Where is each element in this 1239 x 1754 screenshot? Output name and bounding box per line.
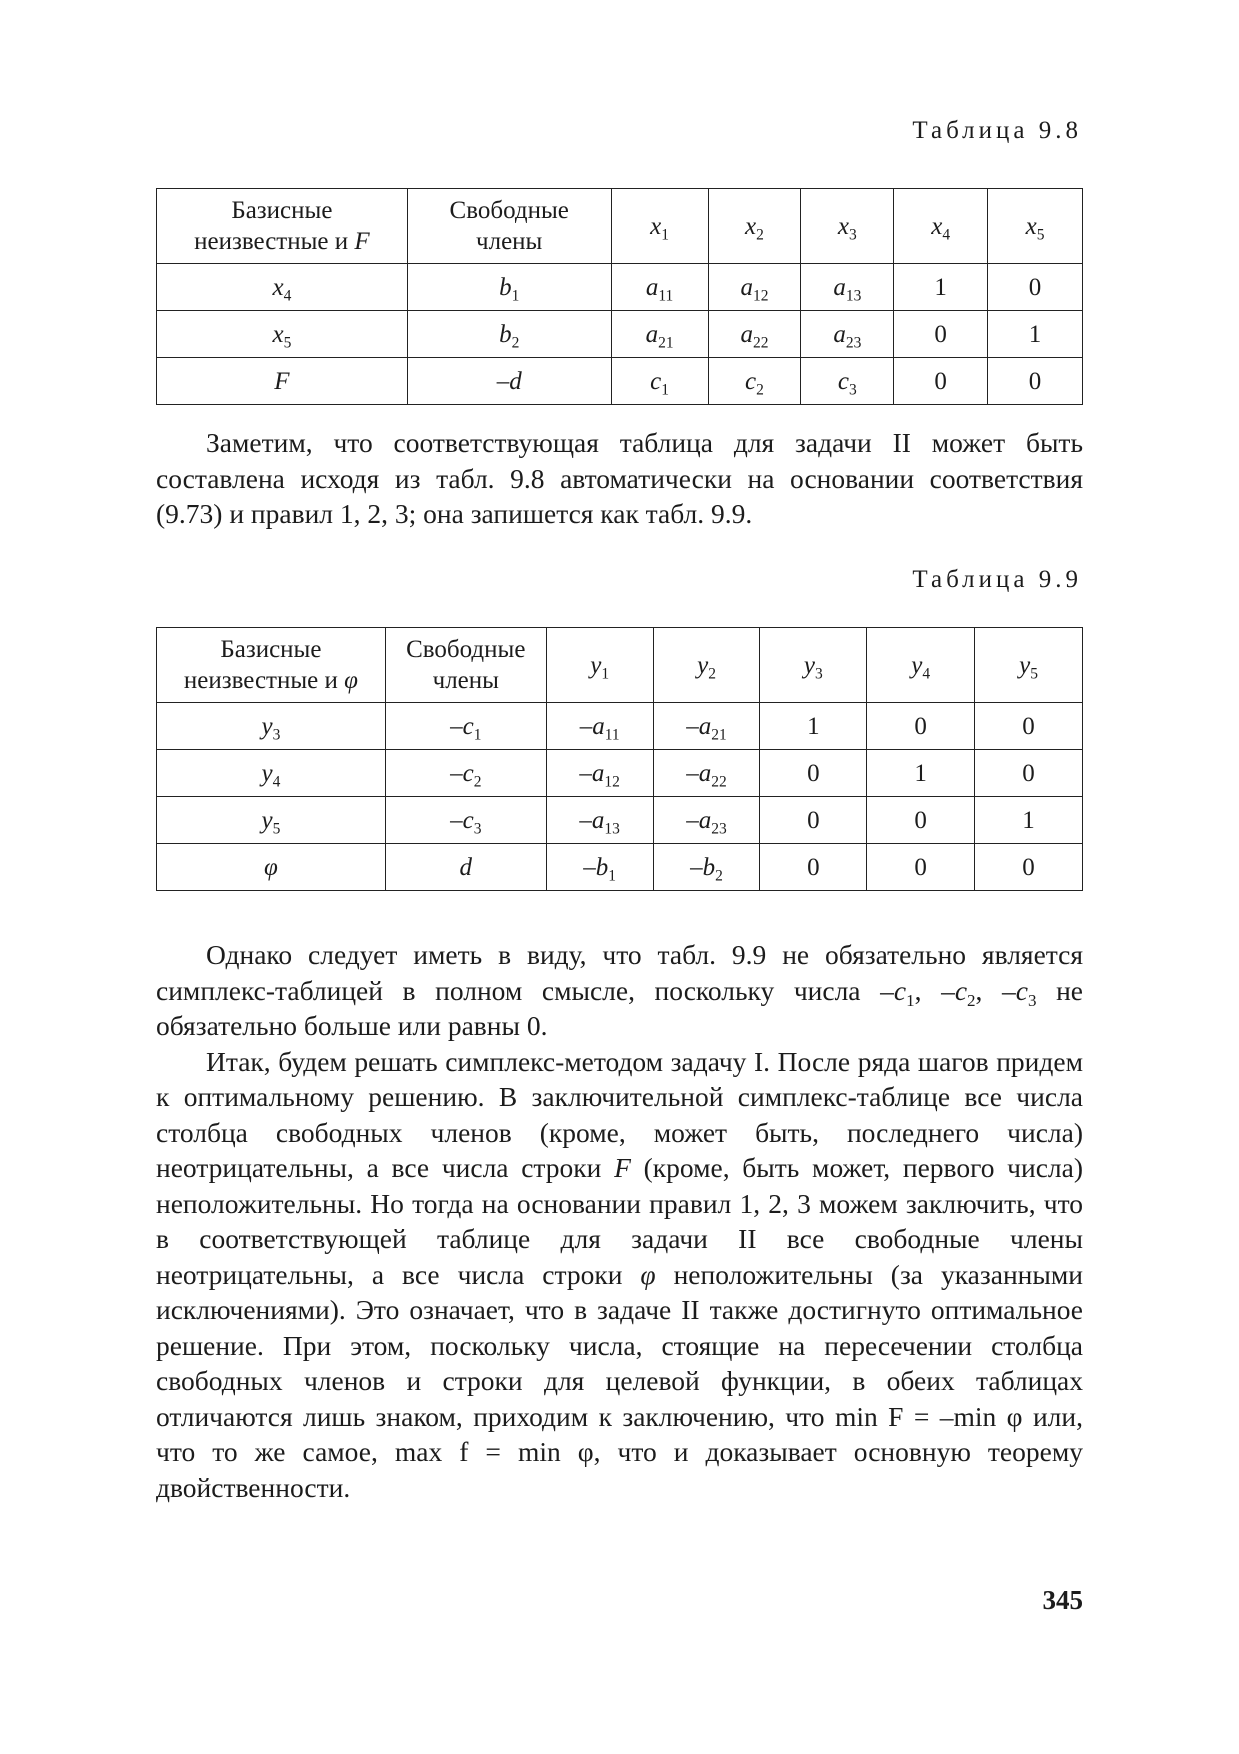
cell-coefficient: 0 — [867, 703, 975, 750]
cell-coefficient: 0 — [975, 844, 1083, 891]
cell-coefficient: 0 — [760, 750, 867, 797]
cell-free-term: $-c_3$ — [385, 797, 546, 844]
cell-free-term: $-c_1$ — [385, 703, 546, 750]
cell-coefficient: $c_3$ — [801, 358, 894, 405]
cell-coefficient: $c_1$ — [611, 358, 708, 405]
cell-coefficient: $-a_{11}$ — [546, 703, 653, 750]
cell-basis: $y_3$ — [157, 703, 386, 750]
header-basis — [157, 628, 386, 703]
cell-coefficient: 0 — [867, 797, 975, 844]
formula-max-f: max f = min φ, — [394, 1436, 601, 1467]
cell-coefficient: 1 — [894, 264, 988, 311]
body-text — [156, 937, 1083, 1505]
header-var: $y_5$ — [975, 628, 1083, 703]
paragraph-2: Однако следует иметь в виду, что табл. 9.9 не обязательно является симплекс-таблицей в полном смысле, поскольку числа $-c_1$, $-c_2$, $-c_3$ не обязательно больше или равны 0. — [156, 939, 1084, 1041]
header-free-line1: Свободные — [449, 197, 569, 224]
math-minus-c1: –c — [880, 974, 907, 1006]
cell-coefficient: $-a_{21}$ — [653, 703, 760, 750]
header-free-terms — [407, 189, 611, 264]
header-var: $x_2$ — [708, 189, 801, 264]
header-basis-line1: Базисные — [220, 636, 322, 663]
cell-coefficient: $-a_{13}$ — [546, 797, 653, 844]
paragraph-1-text: Заметим, что соответствующая таблица для задачи II может быть составлена исходя из табл. 9.8 автоматически на основании соответствия (9.73) и правил 1, 2, 3; она запишется как табл. 9.9. — [156, 427, 1083, 529]
math-minus-c3: –c — [1002, 974, 1028, 1006]
cell-free-term: d — [385, 844, 546, 891]
cell-coefficient: 1 — [975, 797, 1083, 844]
table-header-row — [157, 189, 1083, 264]
header-var: $y_4$ — [867, 628, 975, 703]
cell-basis: $y_5$ — [157, 797, 386, 844]
cell-free-term: $b_2$ — [407, 311, 611, 358]
cell-coefficient: $a_{12}$ — [708, 264, 801, 311]
formula-min-F: min F = –min φ — [834, 1400, 1023, 1432]
cell-coefficient: 0 — [988, 264, 1083, 311]
cell-coefficient: 0 — [894, 311, 988, 358]
table-row — [157, 703, 1083, 750]
table-header-row — [157, 628, 1083, 703]
cell-basis: $y_4$ — [157, 750, 386, 797]
cell-coefficient: $-b_2$ — [653, 844, 760, 891]
cell-coefficient: 0 — [975, 703, 1083, 750]
header-basis-line1: Базисные — [231, 197, 333, 224]
cell-free-term: $-c_2$ — [385, 750, 546, 797]
cell-coefficient: $-b_1$ — [546, 844, 653, 891]
math-phi: φ — [640, 1258, 656, 1290]
table-row — [157, 358, 1083, 405]
header-basis-line2: неизвестные и — [183, 667, 338, 694]
table-row — [157, 797, 1083, 844]
table-9-9 — [156, 627, 1083, 891]
cell-coefficient: $a_{23}$ — [801, 311, 894, 358]
cell-coefficient: $-a_{23}$ — [653, 797, 760, 844]
paragraph-1 — [156, 425, 1083, 532]
header-var: $y_2$ — [653, 628, 760, 703]
cell-basis: $x_5$ — [157, 311, 408, 358]
cell-coefficient: $-a_{22}$ — [653, 750, 760, 797]
cell-free-term: $b_1$ — [407, 264, 611, 311]
cell-coefficient: $a_{13}$ — [801, 264, 894, 311]
cell-coefficient: 0 — [867, 844, 975, 891]
table-row — [157, 750, 1083, 797]
cell-basis: $x_4$ — [157, 264, 408, 311]
header-var: $y_1$ — [546, 628, 653, 703]
math-F: F — [614, 1152, 631, 1183]
cell-free-term: –d — [407, 358, 611, 405]
table-9-8 — [156, 188, 1083, 405]
header-var: $x_3$ — [801, 189, 894, 264]
table-9-9-caption: Таблица 9.9 — [912, 566, 1082, 593]
cell-coefficient: 1 — [760, 703, 867, 750]
page-number: 345 — [1042, 1585, 1083, 1615]
table-row — [157, 844, 1083, 891]
header-var: $x_1$ — [611, 189, 708, 264]
cell-coefficient: 0 — [894, 358, 988, 405]
cell-basis: φ — [157, 844, 386, 891]
cell-coefficient: 1 — [867, 750, 975, 797]
cell-coefficient: $a_{22}$ — [708, 311, 801, 358]
header-basis — [157, 189, 408, 264]
header-free-line2: члены — [476, 228, 543, 255]
cell-coefficient: $-a_{12}$ — [546, 750, 653, 797]
cell-coefficient: 0 — [760, 797, 867, 844]
cell-coefficient: 0 — [760, 844, 867, 891]
header-basis-var: φ — [344, 667, 358, 694]
header-free-line1: Свободные — [406, 636, 526, 663]
header-free-terms — [385, 628, 546, 703]
header-var: $y_3$ — [760, 628, 867, 703]
header-var: $x_4$ — [894, 189, 988, 264]
cell-coefficient: $a_{21}$ — [611, 311, 708, 358]
math-minus-c2: –c — [941, 974, 968, 1006]
cell-coefficient: $a_{11}$ — [611, 264, 708, 311]
header-free-line2: члены — [432, 667, 499, 694]
table-row — [157, 311, 1083, 358]
cell-coefficient: 0 — [975, 750, 1083, 797]
paragraph-3: Итак, будем решать симплекс-методом задачу I. После ряда шагов придем к оптимальному решению. В заключительной симплекс-таблице все числа столбца свободных членов (кроме, может быть, последнего числа) неотрицательны, а все числа строки F (кроме, быть может, первого числа) неположительны. Но тогда на основании правил 1, 2, 3 можем заключить, что в соответствующей таблице для задачи II все свободные члены неотрицательны, а все числа строки φ неположительны (за указанными исключениями). Это означает, что в задаче II также достигнуто оптимальное решение. При этом, поскольку числа, стоящие на пересечении столбца свободных членов и строки для целевой функции, в обеих таблицах отличаются лишь знаком, приходим к заключению, что min F = –min φ или, что то же самое, max f = min φ, что и доказывает основную теорему двойственности. — [156, 1045, 1084, 1503]
table-row — [157, 264, 1083, 311]
cell-coefficient: 1 — [988, 311, 1083, 358]
header-basis-var: F — [354, 228, 370, 255]
cell-coefficient: $c_2$ — [708, 358, 801, 405]
header-var: $x_5$ — [988, 189, 1083, 264]
header-basis-line2: неизвестные и — [194, 228, 349, 255]
cell-coefficient: 0 — [988, 358, 1083, 405]
table-9-8-caption: Таблица 9.8 — [912, 117, 1082, 144]
cell-basis: F — [157, 358, 408, 405]
